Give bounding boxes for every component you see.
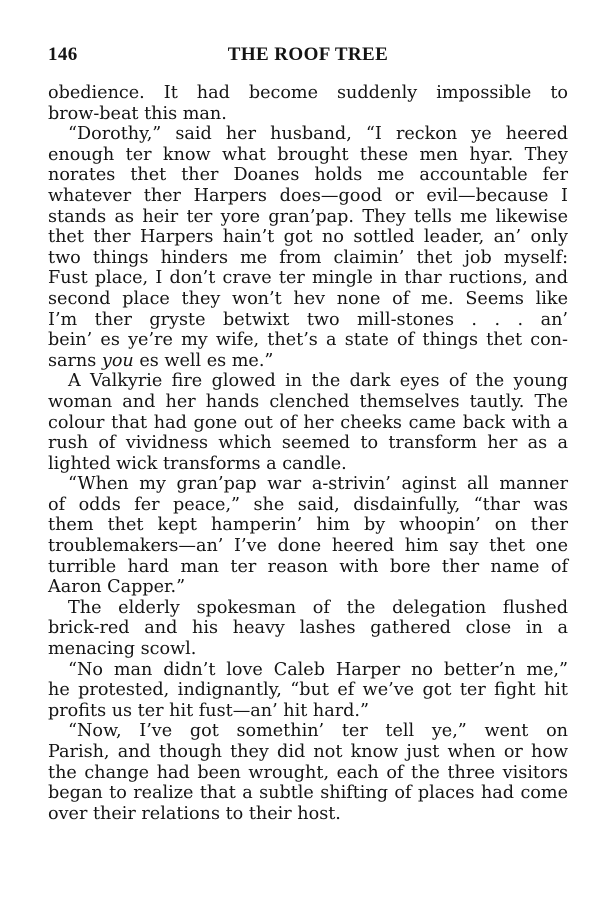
text-line: colour that had gone out of her cheeks came back with a <box>48 412 568 433</box>
text-line: whatever ther Harpers does—good or evil—because I <box>48 185 568 206</box>
text-line: troublemakers—an’ I’ve done heered him say thet one <box>48 536 568 557</box>
text-line: A Valkyrie fire glowed in the dark eyes of the young <box>68 371 568 392</box>
text-line: two things hinders me from claimin’ thet job myself: <box>48 247 568 268</box>
text-line: The elderly spokesman of the delegation flushed <box>68 597 568 618</box>
text-line: he protested, indignantly, “but ef we’ve got ter fight hit <box>48 680 568 701</box>
text-line: “Dorothy,” said her husband, “I reckon ye heered <box>68 124 568 145</box>
text-line: brow-beat this man. <box>48 103 227 124</box>
text-line: Parish, and though they did not know just when or how <box>48 742 568 762</box>
text-line: bein’ es ye’re my wife, thet’s a state of things thet con- <box>48 330 568 351</box>
text-line: over their relations to their host. <box>48 803 341 824</box>
text-line: “When my gran’pap war a-strivin’ aginst all manner <box>68 474 568 495</box>
text-line: obedience. It had become suddenly impossible to <box>48 83 568 103</box>
text-line: the change had been wrought, each of the three visitors <box>48 762 568 783</box>
text-line: rush of vividness which seemed to transform her as a <box>48 433 568 454</box>
text-line: thet ther Harpers hain’t got no sottled leader, an’ only <box>48 227 568 248</box>
text-line: Fust place, I don’t crave ter mingle in thar ructions, and <box>48 268 568 289</box>
text-line: profits us ter hit fust—an’ hit hard.” <box>48 700 369 721</box>
running-title: THE ROOF TREE <box>227 44 389 65</box>
text-line: menacing scowl. <box>48 639 197 660</box>
book-page <box>48 44 568 824</box>
text-line: “No man didn’t love Caleb Harper no better’n me,” <box>68 659 568 680</box>
text-line: brick-red and his heavy lashes gathered close in a <box>48 618 568 639</box>
text-line: I’m ther gryste betwixt two mill-stones . . . an’ <box>48 309 568 330</box>
text-line: second place they won’t hev none of me. Seems like <box>48 288 568 309</box>
text-line: “Now, I’ve got somethin’ ter tell ye,” went on <box>68 721 568 742</box>
text-line: began to realize that a subtle shifting of places had come <box>48 783 568 804</box>
text-line: woman and her hands clenched themselves tautly. The <box>48 391 568 412</box>
body-text <box>48 83 568 824</box>
text-line: stands as heir ter yore gran’pap. They tells me likewise <box>48 206 568 227</box>
text-line: them thet kept hamperin’ him by whoopin’ on ther <box>48 515 568 536</box>
text-line: Aaron Capper.” <box>48 577 186 598</box>
page-header <box>48 44 568 70</box>
text-line: of odds fer peace,” she said, disdainfully, “thar was <box>48 494 568 515</box>
page-number: 146 <box>48 44 78 65</box>
text-line: turrible hard man ter reason with bore ther name of <box>48 556 568 577</box>
text-line: sarns you es well es me.” <box>48 350 274 371</box>
text-line: enough ter know what brought these men hyar. They <box>48 144 568 165</box>
text-line: lighted wick transforms a candle. <box>48 453 347 474</box>
text-line: norates thet ther Doanes holds me accountable fer <box>48 165 568 186</box>
